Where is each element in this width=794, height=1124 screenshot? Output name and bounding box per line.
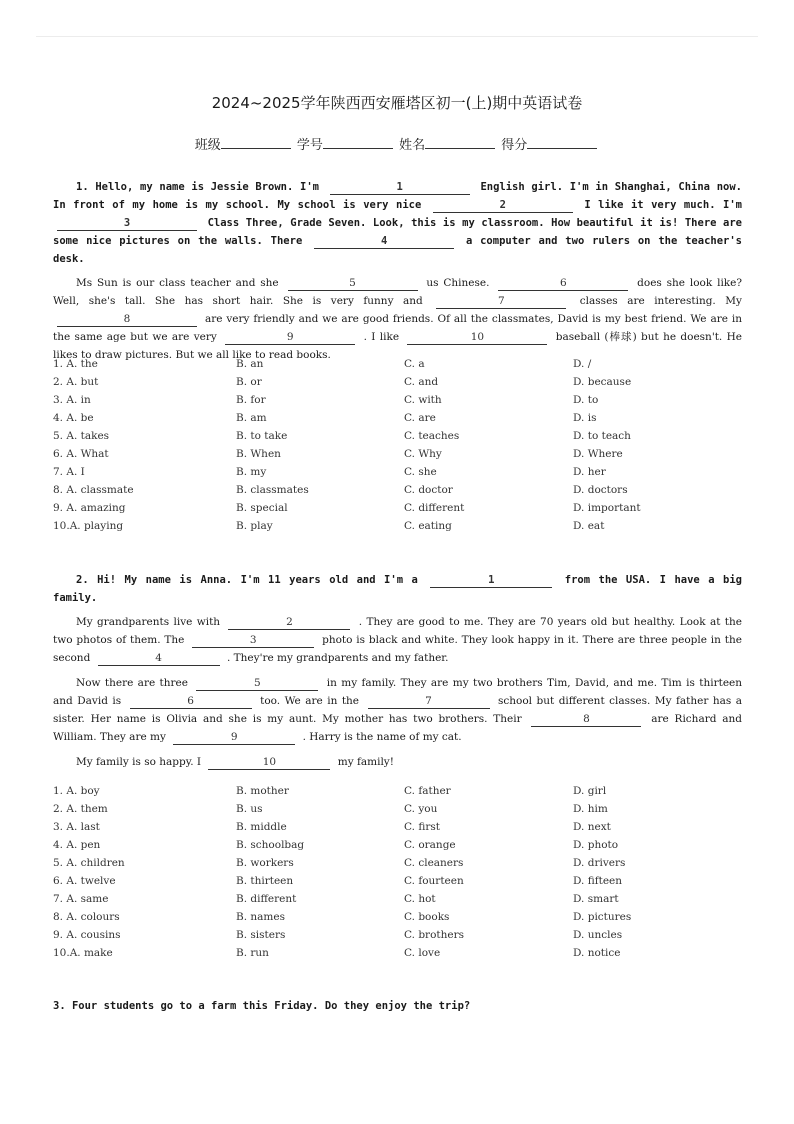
- class-label: 班级: [194, 138, 221, 153]
- option[interactable]: C. fourteen: [404, 875, 464, 887]
- option[interactable]: B. different: [236, 893, 297, 905]
- option[interactable]: C. are: [404, 412, 436, 424]
- option[interactable]: C. teaches: [404, 430, 460, 442]
- option-row: [53, 499, 743, 517]
- blank-6[interactable]: 6: [498, 277, 628, 291]
- blank-2[interactable]: 2: [433, 199, 573, 213]
- option[interactable]: C. eating: [404, 520, 452, 532]
- option-row: [53, 355, 743, 373]
- option-row: [53, 391, 743, 409]
- option[interactable]: C. a: [404, 358, 425, 370]
- option[interactable]: 6. A. What: [53, 448, 109, 460]
- option[interactable]: 4. A. be: [53, 412, 94, 424]
- option[interactable]: D. /: [573, 358, 592, 370]
- blank-3[interactable]: 3: [57, 217, 197, 231]
- option[interactable]: D. to: [573, 394, 599, 406]
- blank-7[interactable]: 7: [368, 695, 490, 709]
- blank-7[interactable]: 7: [436, 295, 566, 309]
- blank-4[interactable]: 4: [98, 652, 220, 666]
- section-1-intro: 1. Hello, my name is Jessie Brown. I'm 1 English girl. I'm in Shanghai, China now. In front of my home is my school. My school is very nice 2 I like it very much. I'm 3 Class Three, Grade Seven. Look, this is my classroom. How beautiful it is! There are some nice pictures on the walls. There 4 a computer and two rulers on the teacher's desk.: [53, 181, 743, 265]
- option[interactable]: 9. A. amazing: [53, 502, 126, 514]
- option-row: [53, 926, 743, 944]
- option-row: [53, 836, 743, 854]
- option[interactable]: 9. A. cousins: [53, 929, 121, 941]
- option[interactable]: D. is: [573, 412, 597, 424]
- section-2-paragraph-2: My grandparents live with 2 . They are good to me. They are 70 years old but healthy. Look at the two photos of them. The 3 photo is black and white. They look happy in it. There are three people in the second 4 . They're my grandparents and my father.: [53, 616, 742, 664]
- option[interactable]: C. orange: [404, 839, 456, 851]
- option-row: [53, 908, 743, 926]
- option[interactable]: 2. A. but: [53, 376, 99, 388]
- blank-5[interactable]: 5: [196, 677, 318, 691]
- option[interactable]: 3. A. last: [53, 821, 100, 833]
- name-blank[interactable]: [425, 136, 495, 149]
- option[interactable]: 5. A. takes: [53, 430, 110, 442]
- blank-1[interactable]: 1: [330, 181, 470, 195]
- option[interactable]: B. When: [236, 448, 281, 460]
- option[interactable]: B. classmates: [236, 484, 309, 496]
- option[interactable]: C. love: [404, 947, 441, 959]
- option[interactable]: D. her: [573, 466, 606, 478]
- blank-9[interactable]: 9: [173, 731, 295, 745]
- option-row: [53, 463, 743, 481]
- name-label: 姓名: [399, 138, 426, 153]
- option[interactable]: 1. A. boy: [53, 785, 100, 797]
- section-2-passage: [53, 571, 742, 778]
- option[interactable]: D. pictures: [573, 911, 632, 923]
- option[interactable]: D. eat: [573, 520, 605, 532]
- option[interactable]: B. mother: [236, 785, 289, 797]
- class-blank[interactable]: [221, 136, 291, 149]
- option[interactable]: D. smart: [573, 893, 619, 905]
- option[interactable]: 5. A. children: [53, 857, 125, 869]
- option-row: [53, 800, 743, 818]
- option[interactable]: B. sisters: [236, 929, 286, 941]
- score-blank[interactable]: [527, 136, 597, 149]
- option[interactable]: 7. A. I: [53, 466, 85, 478]
- blank-9[interactable]: 9: [225, 331, 355, 345]
- blank-10[interactable]: 10: [208, 756, 330, 770]
- option[interactable]: D. fifteen: [573, 875, 623, 887]
- option[interactable]: B. schoolbag: [236, 839, 305, 851]
- option-row: [53, 818, 743, 836]
- option[interactable]: D. doctors: [573, 484, 628, 496]
- option[interactable]: D. because: [573, 376, 632, 388]
- option[interactable]: C. Why: [404, 448, 442, 460]
- option-row: [53, 782, 743, 800]
- option-row: [53, 409, 743, 427]
- option[interactable]: D. Where: [573, 448, 623, 460]
- student-info-line: [0, 134, 794, 153]
- option[interactable]: C. books: [404, 911, 450, 923]
- option-row: [53, 890, 743, 908]
- option[interactable]: C. with: [404, 394, 442, 406]
- option-row: [53, 854, 743, 872]
- blank-1[interactable]: 1: [430, 574, 552, 588]
- option[interactable]: 8. A. classmate: [53, 484, 134, 496]
- option[interactable]: B. for: [236, 394, 266, 406]
- option[interactable]: B. thirteen: [236, 875, 294, 887]
- section-2-paragraph-4: My family is so happy. I 10 my family!: [76, 756, 394, 768]
- option[interactable]: B. middle: [236, 821, 287, 833]
- option[interactable]: D. important: [573, 502, 641, 514]
- option[interactable]: C. doctor: [404, 484, 453, 496]
- option[interactable]: B. am: [236, 412, 267, 424]
- section-2-intro: 2. Hi! My name is Anna. I'm 11 years old and I'm a 1 from the USA. I have a big family.: [53, 574, 742, 604]
- option[interactable]: D. photo: [573, 839, 619, 851]
- section-3-question: 3. Four students go to a farm this Friday. Do they enjoy the trip?: [53, 1000, 471, 1012]
- option[interactable]: D. notice: [573, 947, 621, 959]
- page-top-rule: [36, 36, 758, 37]
- option[interactable]: B. an: [236, 358, 264, 370]
- option[interactable]: C. cleaners: [404, 857, 464, 869]
- option[interactable]: 10.A. playing: [53, 520, 124, 532]
- option-row: [53, 517, 743, 535]
- option[interactable]: C. hot: [404, 893, 436, 905]
- student-number-blank[interactable]: [323, 136, 393, 149]
- option-row: [53, 373, 743, 391]
- score-label: 得分: [501, 138, 528, 153]
- blank-3[interactable]: 3: [192, 634, 314, 648]
- section-2-options: [53, 782, 743, 962]
- option-row: [53, 445, 743, 463]
- option-row: [53, 427, 743, 445]
- option[interactable]: 10.A. make: [53, 947, 113, 959]
- option[interactable]: C. first: [404, 821, 440, 833]
- option[interactable]: D. drivers: [573, 857, 626, 869]
- option[interactable]: C. and: [404, 376, 439, 388]
- option-row: [53, 481, 743, 499]
- option[interactable]: C. you: [404, 803, 438, 815]
- option[interactable]: B. to take: [236, 430, 288, 442]
- section-1-passage: [53, 178, 742, 371]
- option[interactable]: 3. A. in: [53, 394, 91, 406]
- option[interactable]: 4. A. pen: [53, 839, 101, 851]
- blank-8[interactable]: 8: [531, 713, 641, 727]
- section-1-options: [53, 355, 743, 535]
- option[interactable]: B. run: [236, 947, 269, 959]
- blank-5[interactable]: 5: [288, 277, 418, 291]
- option[interactable]: B. special: [236, 502, 288, 514]
- option[interactable]: C. father: [404, 785, 451, 797]
- option[interactable]: D. to teach: [573, 430, 631, 442]
- blank-6[interactable]: 6: [130, 695, 252, 709]
- option[interactable]: 2. A. them: [53, 803, 108, 815]
- option[interactable]: C. different: [404, 502, 465, 514]
- option[interactable]: B. or: [236, 376, 262, 388]
- option-row: [53, 872, 743, 890]
- option[interactable]: 1. A. the: [53, 358, 98, 370]
- blank-10[interactable]: 10: [407, 331, 547, 345]
- section-1-paragraph-2: Ms Sun is our class teacher and she 5 us Chinese. 6 does she look like? Well, she's tall. She has short hair. She is very funny and 7 classes are interesting. My 8 are very friendly and we are good friends. Of all the classmates, David is my best friend. We are in the same age but we are very 9 . I like 10 baseball (棒球) but he doesn't. He likes to draw pictures. But we all like to read books.: [53, 277, 743, 361]
- option[interactable]: B. workers: [236, 857, 294, 869]
- blank-8[interactable]: 8: [57, 313, 197, 327]
- option[interactable]: C. she: [404, 466, 437, 478]
- option[interactable]: B. my: [236, 466, 267, 478]
- option[interactable]: D. him: [573, 803, 608, 815]
- option[interactable]: C. brothers: [404, 929, 465, 941]
- option[interactable]: 7. A. same: [53, 893, 109, 905]
- option-row: [53, 944, 743, 962]
- option[interactable]: D. girl: [573, 785, 607, 797]
- option[interactable]: 6. A. twelve: [53, 875, 116, 887]
- option[interactable]: 8. A. colours: [53, 911, 120, 923]
- blank-2[interactable]: 2: [228, 616, 350, 630]
- section-2-paragraph-3: Now there are three 5 in my family. They are my two brothers Tim, David, and me. Tim is thirteen and David is 6 too. We are in the 7 school but different classes. My father has a sister. Her name is Olivia and she is my aunt. My mother has two brothers. Their 8 are Richard and William. They are my 9 . Harry is the name of my cat.: [53, 677, 743, 743]
- option[interactable]: B. play: [236, 520, 273, 532]
- blank-4[interactable]: 4: [314, 235, 454, 249]
- option[interactable]: D. uncles: [573, 929, 623, 941]
- option[interactable]: B. us: [236, 803, 263, 815]
- page-title: 2024~2025学年陕西西安雁塔区初一(上)期中英语试卷: [211, 94, 583, 112]
- option[interactable]: D. next: [573, 821, 611, 833]
- student-number-label: 学号: [296, 138, 323, 153]
- option[interactable]: B. names: [236, 911, 285, 923]
